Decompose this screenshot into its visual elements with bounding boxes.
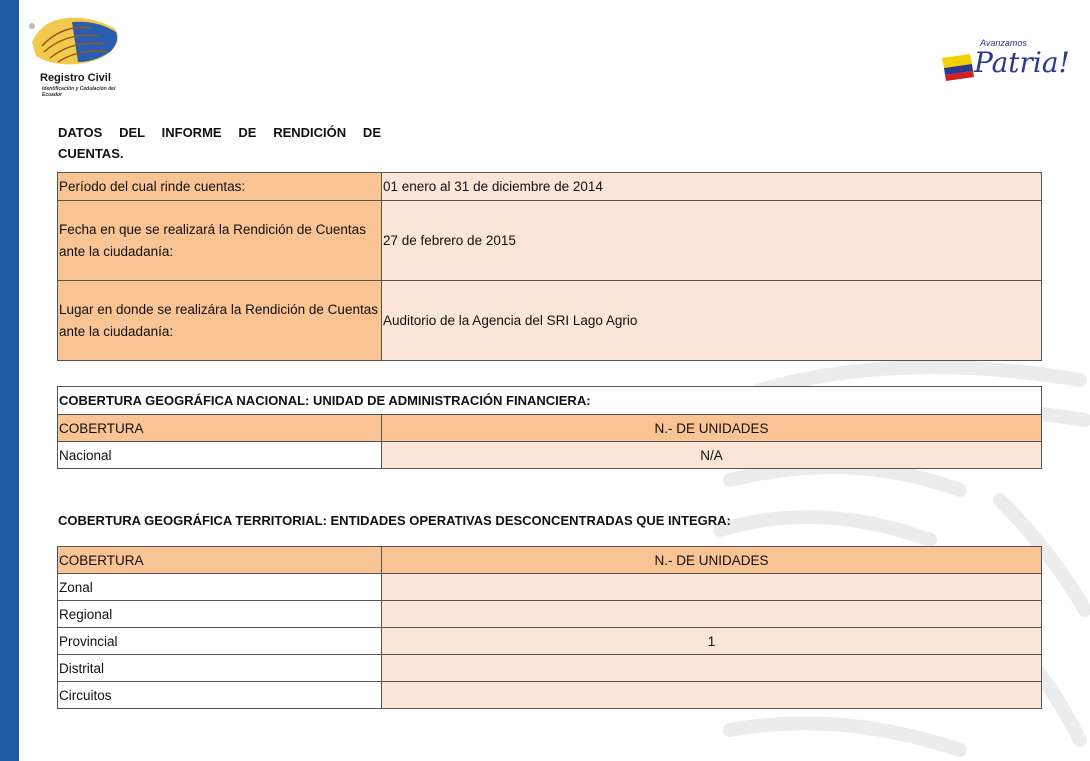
- nacional-table: [57, 386, 1042, 469]
- table-row: [58, 574, 1042, 601]
- nacional-title: COBERTURA GEOGRÁFICA NACIONAL: UNIDAD DE ADMINISTRACIÓN FINANCIERA:: [58, 387, 1042, 415]
- table-row: [58, 682, 1042, 709]
- fecha-value: 27 de febrero de 2015: [382, 201, 1042, 281]
- territorial-cobertura: Circuitos: [58, 682, 382, 709]
- territorial-heading: COBERTURA GEOGRÁFICA TERRITORIAL: ENTIDADES OPERATIVAS DESCONCENTRADAS QUE INTEGRA:: [58, 513, 731, 528]
- territorial-cobertura: Regional: [58, 601, 382, 628]
- territorial-unidades: [382, 682, 1042, 709]
- territorial-unidades: [382, 601, 1042, 628]
- table-header-row: [58, 547, 1042, 574]
- registro-civil-logo: [22, 12, 132, 112]
- nacional-unidades: N/A: [382, 442, 1042, 469]
- periodo-label: Período del cual rinde cuentas:: [58, 173, 382, 201]
- table-row: [58, 201, 1042, 281]
- nacional-header-cobertura: COBERTURA: [58, 415, 382, 442]
- informe-table: [57, 172, 1042, 361]
- patria-logo: [938, 36, 1070, 86]
- registro-civil-name: Registro Civil: [40, 72, 111, 84]
- territorial-cobertura: Zonal: [58, 574, 382, 601]
- lugar-value: Auditorio de la Agencia del SRI Lago Agrio: [382, 281, 1042, 361]
- table-row: [58, 655, 1042, 682]
- territorial-header-unidades: N.- DE UNIDADES: [382, 547, 1042, 574]
- table-row: [58, 628, 1042, 655]
- territorial-cobertura: Provincial: [58, 628, 382, 655]
- left-accent-bar: [0, 0, 19, 761]
- informe-heading: DATOS DEL INFORME DE RENDICIÓN DE CUENTAS.: [58, 125, 381, 161]
- lugar-label: Lugar en donde se realizára la Rendición de Cuentas ante la ciudadanía:: [58, 281, 382, 361]
- territorial-table: [57, 546, 1042, 709]
- table-header-row: [58, 415, 1042, 442]
- fecha-label: Fecha en que se realizará la Rendición de Cuentas ante la ciudadanía:: [58, 201, 382, 281]
- territorial-header-cobertura: COBERTURA: [58, 547, 382, 574]
- table-row: [58, 281, 1042, 361]
- registro-civil-tagline: Identificación y Cedulación del Ecuador: [42, 86, 116, 98]
- territorial-unidades: [382, 655, 1042, 682]
- flag-icon: [940, 52, 976, 82]
- territorial-unidades: 1: [382, 628, 1042, 655]
- table-row: [58, 387, 1042, 415]
- table-row: [58, 601, 1042, 628]
- territorial-unidades: [382, 574, 1042, 601]
- territorial-cobertura: Distrital: [58, 655, 382, 682]
- patria-word: Patria!: [974, 46, 1070, 79]
- table-row: [58, 442, 1042, 469]
- nacional-cobertura: Nacional: [58, 442, 382, 469]
- table-row: [58, 173, 1042, 201]
- patria-tagline: Avanzamos: [980, 38, 1027, 48]
- nacional-header-unidades: N.- DE UNIDADES: [382, 415, 1042, 442]
- fingerprint-map-icon: [22, 12, 132, 74]
- periodo-value: 01 enero al 31 de diciembre de 2014: [382, 173, 1042, 201]
